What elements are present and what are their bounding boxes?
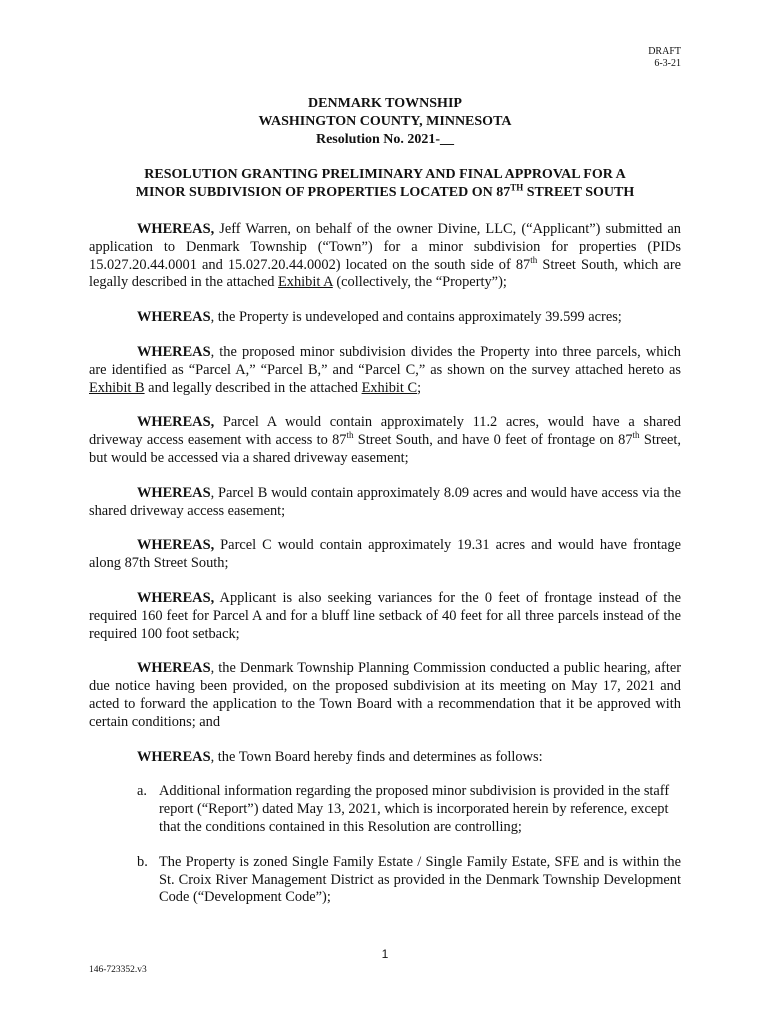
whereas-paragraph-parcel-b: WHEREAS, Parcel B would contain approximately 8.09 acres and would have access via the shared driveway access easement; [89,484,681,519]
whereas-paragraph-parcel-a: WHEREAS, Parcel A would contain approximately 11.2 acres, would have a shared driveway access easement with access to 87th Street South, and have 0 feet of frontage on 87th Street, but would be accessed via a shared driveway easement; [89,414,681,466]
findings-list [89,783,681,907]
draft-stamp [648,46,681,70]
resolution-number: Resolution No. 2021-__ [315,132,455,147]
finding-text-a: Additional information regarding the proposed minor subdivision is provided in the staff report (“Report”) dated May 13, 2021, which is incorporated herein by reference, except that the conditions contained in this Resolution are controlling; [159,783,670,835]
finding-marker-a: a. [137,783,147,800]
title-line-1: RESOLUTION GRANTING PRELIMINARY AND FINAL APPROVAL FOR A [144,167,626,182]
whereas-paragraph-applicant: WHEREAS, Jeff Warren, on behalf of the owner Divine, LLC, (“Applicant”) submitted an application to Denmark Township (“Town”) for a minor subdivision for properties (PIDs 15.027.20.44.0001 and 15.027.20.44.0002) located on the south side of 87th Street South, which are legally described in the attached Exhibit A (collectively, the “Property”); [89,221,681,291]
township-name: DENMARK TOWNSHIP [308,96,462,111]
exhibit-b-reference: Exhibit B [89,379,145,396]
finding-text-b: The Property is zoned Single Family Estate / Single Family Estate, SFE and is within the St. Croix River Management District as provided in the Denmark Township Development Code (“Development Code”); [159,853,681,906]
document-body [89,95,681,924]
draft-label: DRAFT [648,46,681,57]
whereas-paragraph-parcel-c: WHEREAS, Parcel C would contain approximately 19.31 acres and would have frontage along 87th Street South; [89,537,681,572]
finding-item-a [137,783,681,836]
finding-item-b [137,854,681,907]
page-number: 1 [381,947,389,961]
exhibit-a-reference: Exhibit A [278,274,333,291]
document-header [89,95,681,149]
exhibit-c-reference: Exhibit C [361,379,418,396]
county-state: WASHINGTON COUNTY, MINNESOTA [258,114,512,129]
whereas-paragraph-variances: WHEREAS, Applicant is also seeking variances for the 0 feet of frontage instead of the required 160 feet for Parcel A and for a bluff line setback of 40 feet for all three parcels instead of the required 100 foot setback; [89,589,681,642]
whereas-paragraph-planning-commission: WHEREAS, the Denmark Township Planning Commission conducted a public hearing, after due notice having been provided, on the proposed subdivision at its meeting on May 17, 2021 and acted to forward the application to the Town Board with a recommendation that it be approved with certain conditions; and [89,660,681,730]
whereas-paragraph-property: WHEREAS, the Property is undeveloped and contains approximately 39.599 acres; [137,309,622,326]
document-id: 146-723352.v3 [89,965,147,975]
draft-date: 6-3-21 [654,58,681,69]
whereas-paragraph-findings-intro: WHEREAS, the Town Board hereby finds and determines as follows: [137,748,543,765]
resolution-title [89,166,681,202]
finding-marker-b: b. [137,853,148,870]
whereas-paragraph-parcels: WHEREAS, the proposed minor subdivision divides the Property into three parcels, which are identified as “Parcel A,” “Parcel B,” and “Parcel C,” as shown on the survey attached hereto as Exhibit B and legally described in the attached Exhibit C; [89,343,681,396]
title-line-2: MINOR SUBDIVISION OF PROPERTIES LOCATED ON 87TH STREET SOUTH [135,182,635,200]
